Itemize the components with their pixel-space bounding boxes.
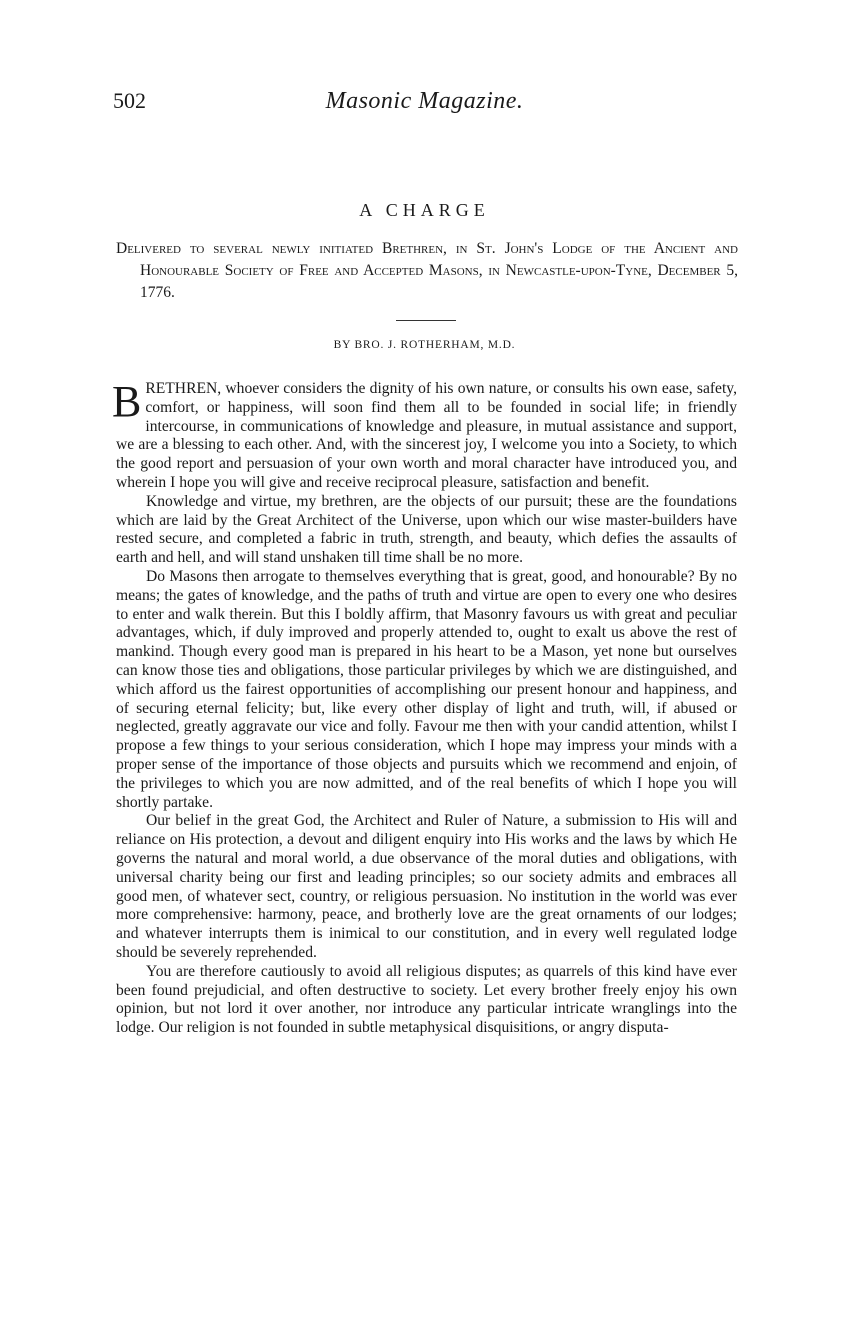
byline: BY BRO. J. ROTHERHAM, M.D. (333, 339, 516, 351)
drop-cap: B (112, 377, 142, 426)
page-header (0, 88, 849, 128)
article-subtitle (116, 238, 738, 304)
paragraph-text: RETHREN, whoever considers the dignity of his own nature, or consults his own ease, safety, comfort, or happiness, will soon find them all to be founded in social life; in friendly intercourse, in communications of knowledge and pleasure, in mutual assistance and support, we are a blessing to each other. And, with the sincerest joy, I welcome you into a Society, to which the good report and persuasion of your own worth and moral character have introduced you, and wherein I hope you will give and receive reciprocal pleasure, satisfaction and benefit. (116, 380, 737, 491)
subtitle-text: Delivered to several newly initiated Brethren, in St. John's Lodge of the Ancient and Honourable Society of Free and Accepted Masons, in Newcastle-upon-Tyne, December 5, 1776. (116, 240, 738, 301)
paragraph: Do Masons then arrogate to themselves everything that is great, good, and honourable? By no means; the gates of knowledge, and the paths of truth and virtue are open to every one who desires to enter and walk therein. But this I boldly affirm, that Masonry favours us with great and peculiar advantages, which, if duly improved and properly attended to, ought to exalt us above the rest of mankind. Though every good man is prepared in his heart to be a Mason, yet none but ourselves can know those ties and obligations, those particular privileges by which we are distinguished, and which afford us the fairest opportunities of accomplishing our present honour and happiness, and of securing eternal felicity; but, like every other display of light and truth, will, if abused or neglected, greatly aggravate our vice and folly. Favour me then with your candid attention, whilst I propose a few things to your serious consideration, which I hope may impress your minds with a proper sense of the importance of those objects and pursuits which we recommend and enjoin, of the privileges to which you are now admitted, and of the real benefits of which I hope you will shortly partake. (116, 567, 737, 811)
running-title: Masonic Magazine. (325, 88, 524, 114)
title-divider (396, 320, 456, 321)
page-number: 502 (113, 88, 146, 113)
paragraph (112, 377, 737, 493)
article-body (112, 377, 737, 1038)
paragraph: You are therefore cautiously to avoid all religious disputes; as quarrels of this kind have ever been found prejudicial, and often destructive to society. Let every brother freely enjoy his own opinion, but not lord it over another, nor introduce any particular intricate wranglings into the lodge. Our religion is not founded in subtle metaphysical disquisitions, or angry disputa- (116, 962, 737, 1037)
article-title: A CHARGE (359, 200, 490, 220)
paragraph: Knowledge and virtue, my brethren, are the objects of our pursuit; these are the foundations which are laid by the Great Architect of the Universe, upon which our wise master-builders have rested secure, and completed a fabric in truth, strength, and beauty, which defies the assaults of earth and hell, and will stand unshaken till time shall be no more. (116, 492, 737, 567)
paragraph: Our belief in the great God, the Architect and Ruler of Nature, a submission to His will and reliance on His protection, a devout and diligent enquiry into His works and the laws by which He governs the natural and moral world, a due observance of the moral duties and obligations, with universal charity being our first and leading principles; so our society admits and embraces all good men, of whatever sect, country, or religious persuasion. No institution in the world was ever more comprehensive: harmony, peace, and brotherly love are the great ornaments of our lodges; and whatever interrupts them is inimical to our constitution, and in every well regulated lodge should be severely reprehended. (116, 812, 737, 961)
